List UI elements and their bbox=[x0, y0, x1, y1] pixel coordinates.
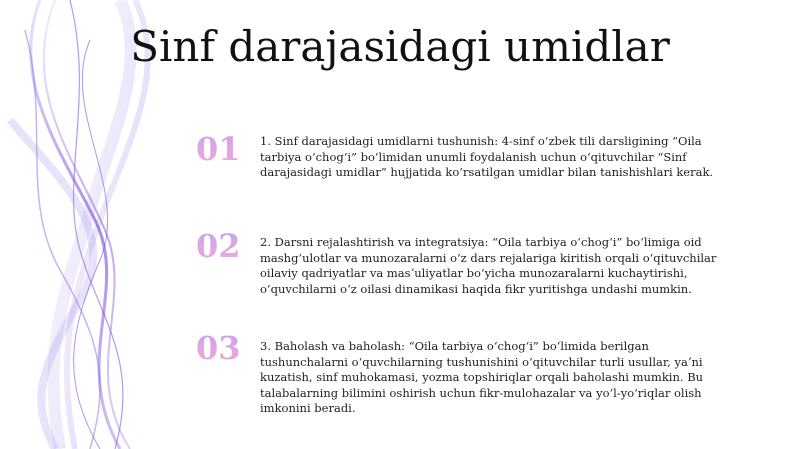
slide-title: Sinf darajasidagi umidlar bbox=[130, 22, 670, 71]
item-number: 01 bbox=[196, 132, 254, 166]
item-number: 03 bbox=[196, 331, 254, 365]
item-text: 1. Sinf darajasidagi umidlarni tushunish: 4-sinf oʻzbek tili darsligining “Oila tarbiya oʻchogʻi” boʻlimidan unumli foydalanish uchun oʻqituvchilar “Sinf darajasidagi umidlar” hujjatida koʻrsatilgan umidlar bilan tanishishlari kerak. bbox=[260, 134, 714, 179]
list-item bbox=[196, 132, 736, 181]
item-text: 3. Baholash va baholash: “Oila tarbiya oʻchogʻi” boʻlimida berilgan tushunchalarni oʻquvchilarning tushunishini oʻqituvchilar turli usullar, yaʼni kuzatish, sinf muhokamasi, yozma topshiriqlar orqali baholashi mumkin. Bu talabalarning bilimini oshirish uchun fikr-mulohazalar va yoʻl-yoʻriqlar olish imkonini beradi. bbox=[260, 339, 704, 415]
item-text: 2. Darsni rejalashtirish va integratsiya: “Oila tarbiya oʻchogʻi” boʻlimiga oid mashgʻulotlar va munozaralarni oʻz dars rejalariga kiritish orqali oʻqituvchilar oilaviy qadriyatlar va masʼuliyatlar boʻyicha munozaralarni kuchaytirishi, oʻquvchilarni oʻz oilasi dinamikasi haqida fikr yuritishga undashi mumkin. bbox=[260, 235, 717, 296]
list-item bbox=[196, 229, 736, 297]
list-item bbox=[196, 331, 736, 417]
item-number: 02 bbox=[196, 229, 254, 263]
